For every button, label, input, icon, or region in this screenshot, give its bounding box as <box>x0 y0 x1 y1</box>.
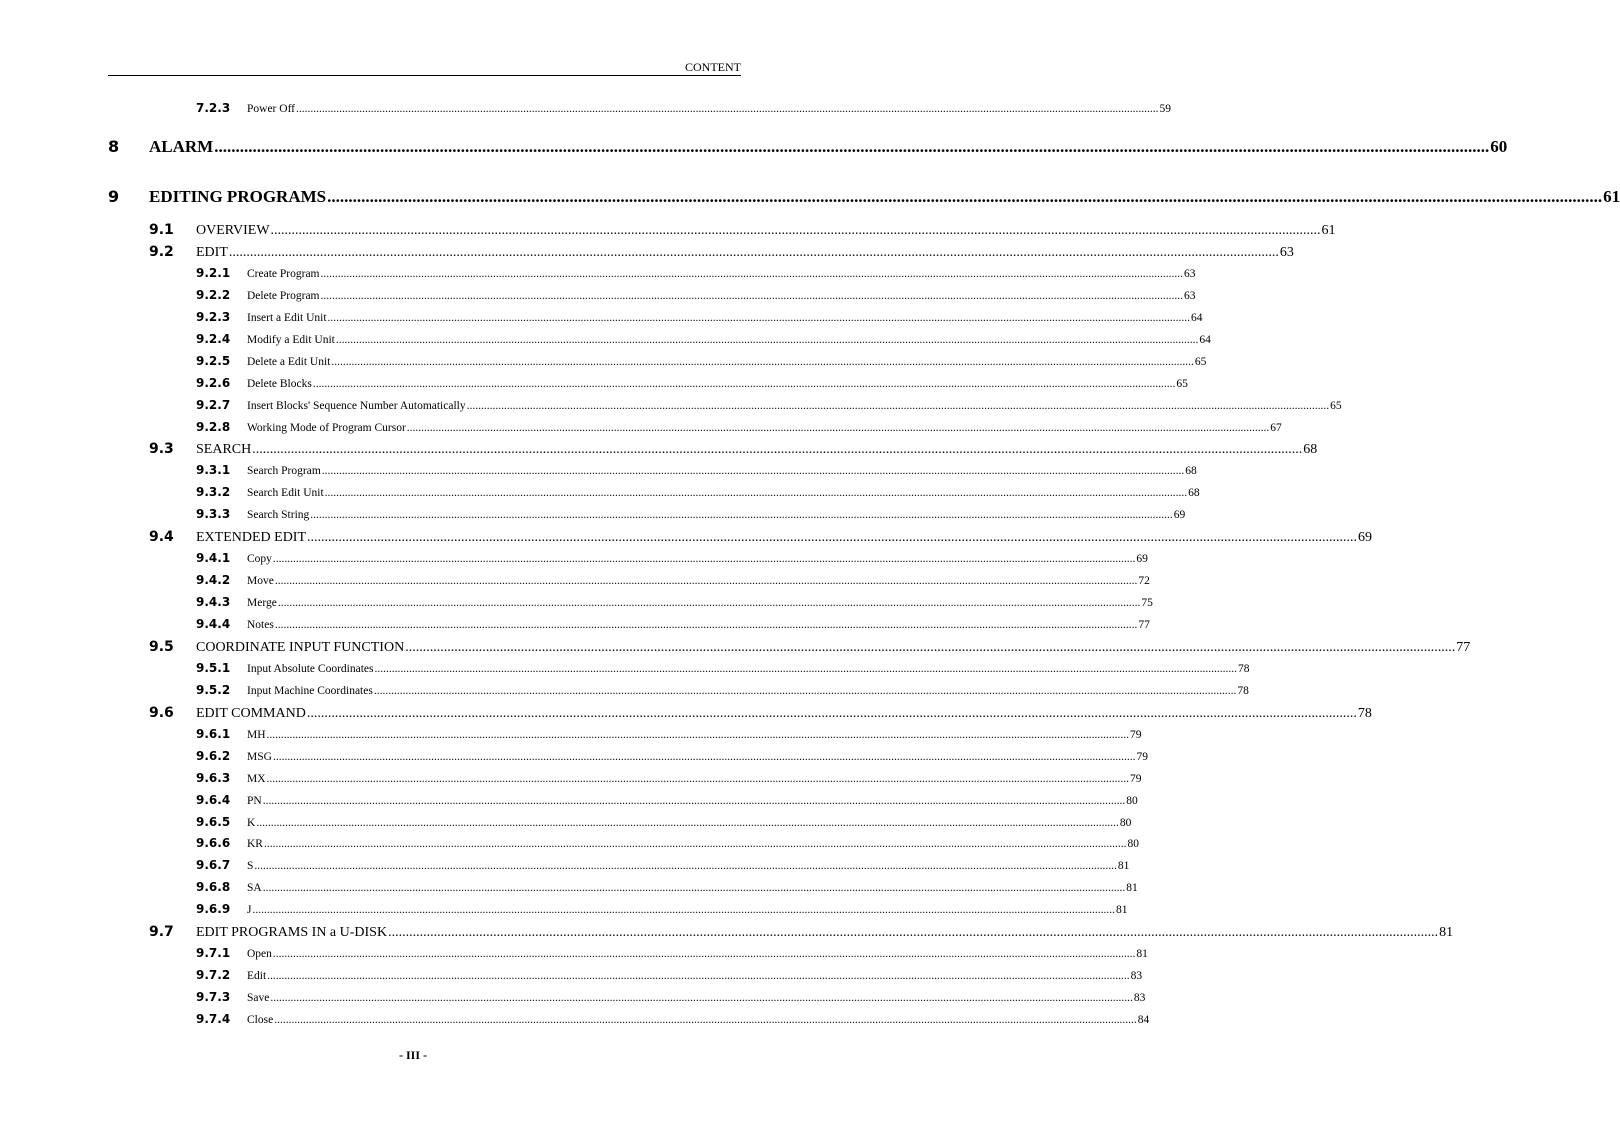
toc-number: 9.6.2 <box>196 749 231 763</box>
toc-title: MSG <box>247 751 272 763</box>
toc-number: 7.2.3 <box>196 101 231 115</box>
toc-number: 9.2.7 <box>196 398 231 412</box>
toc-page: 81 <box>1115 904 1128 916</box>
toc-number: 9 <box>108 187 120 206</box>
toc-number: 9.2.8 <box>196 420 231 434</box>
toc-entry[interactable] <box>196 288 1196 306</box>
toc-title: EXTENDED EDIT <box>196 530 307 545</box>
toc-number: 9.3 <box>149 441 174 457</box>
toc-title: S <box>247 860 254 872</box>
toc-page: 81 <box>1117 860 1130 872</box>
toc-number: 9.5 <box>149 639 174 655</box>
toc-leader: ............................................................................................................................................................................................................................................................................................................ <box>312 378 1176 390</box>
toc-page: 77 <box>1456 640 1471 655</box>
toc-leader: ............................................................................................................................................................................................................................................................................................................ <box>405 640 1456 655</box>
toc-leader: ............................................................................................................................................................................................................................................................................................................ <box>320 268 1183 280</box>
toc-title: Move <box>247 575 274 587</box>
toc-entry[interactable] <box>196 990 1146 1008</box>
toc-page: 64 <box>1191 312 1203 324</box>
toc-page: 77 <box>1138 619 1150 631</box>
toc-leader: ............................................................................................................................................................................................................................................................................................................ <box>272 553 1136 565</box>
toc-leader: ............................................................................................................................................................................................................................................................................................................ <box>263 838 1127 850</box>
toc-number: 9.7.4 <box>196 1012 231 1026</box>
toc-page: 67 <box>1270 422 1282 434</box>
toc-entry[interactable] <box>149 244 1294 264</box>
toc-title: ALARM <box>149 137 214 156</box>
toc-leader: ............................................................................................................................................................................................................................................................................................................ <box>252 442 1303 457</box>
toc-number: 9.2.3 <box>196 310 231 324</box>
toc-title: EDIT <box>196 245 228 260</box>
toc-leader: ............................................................................................................................................................................................................................................................................................................ <box>262 882 1126 894</box>
toc-leader: ............................................................................................................................................................................................................................................................................................................ <box>274 575 1138 587</box>
toc-page: 64 <box>1199 334 1211 346</box>
toc-entry[interactable] <box>196 266 1196 284</box>
toc-leader: ............................................................................................................................................................................................................................................................................................................ <box>320 290 1183 302</box>
toc-entry[interactable] <box>196 749 1148 767</box>
toc-number: 9.5.2 <box>196 683 231 697</box>
toc-leader: ............................................................................................................................................................................................................................................................................................................ <box>272 948 1136 960</box>
toc-title: Merge <box>247 597 277 609</box>
toc-title: Insert Blocks' Sequence Number Automatically <box>247 400 466 412</box>
toc-page: 68 <box>1303 442 1318 457</box>
toc-leader: ............................................................................................................................................................................................................................................................................................................ <box>256 817 1119 829</box>
toc-leader: ............................................................................................................................................................................................................................................................................................................ <box>306 706 1357 721</box>
toc-leader: ............................................................................................................................................................................................................................................................................................................ <box>267 970 1130 982</box>
toc-leader: ............................................................................................................................................................................................................................................................................................................ <box>214 137 1490 156</box>
toc-title: Copy <box>247 553 272 565</box>
toc-title: EDIT COMMAND <box>196 706 306 721</box>
toc-entry[interactable] <box>196 968 1143 986</box>
toc-page: 80 <box>1127 838 1139 850</box>
toc-leader: ............................................................................................................................................................................................................................................................................................................ <box>270 992 1133 1004</box>
toc-leader: ............................................................................................................................................................................................................................................................................................................ <box>388 925 1439 940</box>
toc-entry[interactable] <box>149 924 1454 944</box>
toc-leader: ............................................................................................................................................................................................................................................................................................................ <box>262 795 1126 807</box>
toc-entry[interactable] <box>196 376 1188 394</box>
toc-leader: ............................................................................................................................................................................................................................................................................................................ <box>254 860 1117 872</box>
toc-title: Insert a Edit Unit <box>247 312 327 324</box>
toc-title: Search Edit Unit <box>247 487 324 499</box>
toc-entry[interactable] <box>196 880 1138 898</box>
toc-entry[interactable] <box>196 683 1249 701</box>
toc-entry[interactable] <box>149 639 1471 659</box>
toc-number: 9.6.9 <box>196 902 231 916</box>
toc-leader: ............................................................................................................................................................................................................................................................................................................ <box>252 904 1115 916</box>
toc-page: 84 <box>1137 1014 1150 1026</box>
toc-title: Close <box>247 1014 274 1026</box>
toc-title: Save <box>247 992 270 1004</box>
page-footer <box>0 1048 826 1063</box>
toc-number: 9.4.4 <box>196 617 231 631</box>
toc-page: 68 <box>1185 465 1197 477</box>
toc-title: Modify a Edit Unit <box>247 334 335 346</box>
toc-title: OVERVIEW <box>196 223 270 238</box>
toc-page: 72 <box>1138 575 1150 587</box>
toc-title: Input Machine Coordinates <box>247 685 373 697</box>
toc-page: 79 <box>1136 751 1148 763</box>
toc-page: 78 <box>1238 663 1250 675</box>
toc-title: K <box>247 817 256 829</box>
toc-entry[interactable] <box>196 902 1128 920</box>
toc-title: Open <box>247 948 272 960</box>
toc-leader: ............................................................................................................................................................................................................................................................................................................ <box>327 312 1191 324</box>
toc-leader: ............................................................................................................................................................................................................................................................................................................ <box>324 487 1188 499</box>
toc-page: 65 <box>1176 378 1188 390</box>
toc-number: 8 <box>108 137 120 156</box>
toc-number: 9.3.2 <box>196 485 231 499</box>
toc-leader: ............................................................................................................................................................................................................................................................................................................ <box>406 422 1270 434</box>
toc-number: 9.2.1 <box>196 266 231 280</box>
header-title: CONTENT <box>685 60 741 74</box>
toc-number: 9.4.3 <box>196 595 231 609</box>
toc-leader: ............................................................................................................................................................................................................................................................................................................ <box>310 509 1173 521</box>
toc-leader: ............................................................................................................................................................................................................................................................................................................ <box>466 400 1330 412</box>
toc-page: 83 <box>1130 970 1143 982</box>
toc-number: 9.2.2 <box>196 288 231 302</box>
toc-title: EDIT PROGRAMS IN a U-DISK <box>196 925 388 940</box>
toc-entry[interactable] <box>196 573 1150 591</box>
page-header <box>108 60 741 76</box>
toc-entry[interactable] <box>196 1012 1150 1030</box>
toc-leader: ............................................................................................................................................................................................................................................................................................................ <box>274 1014 1137 1026</box>
toc-page: 80 <box>1126 795 1138 807</box>
toc-page: 63 <box>1184 290 1196 302</box>
toc-number: 9.3.3 <box>196 507 231 521</box>
toc-title: Working Mode of Program Cursor <box>247 422 406 434</box>
toc-page: 81 <box>1136 948 1148 960</box>
toc-title: SEARCH <box>196 442 252 457</box>
toc-leader: ............................................................................................................................................................................................................................................................................................................ <box>272 751 1136 763</box>
toc-title: Edit <box>247 970 267 982</box>
toc-number: 9.6.4 <box>196 793 231 807</box>
toc-leader: ............................................................................................................................................................................................................................................................................................................ <box>331 356 1194 368</box>
toc-page: 81 <box>1126 882 1138 894</box>
toc-entry[interactable] <box>196 946 1148 964</box>
toc-number: 9.1 <box>149 222 174 238</box>
toc-entry[interactable] <box>196 771 1142 789</box>
toc-page: 69 <box>1358 530 1373 545</box>
toc-entry[interactable] <box>196 398 1342 416</box>
toc-page: 69 <box>1173 509 1186 521</box>
toc-page: 78 <box>1357 706 1372 721</box>
toc-title: Search Program <box>247 465 321 477</box>
page-number: - III - <box>398 1048 427 1062</box>
toc-leader: ............................................................................................................................................................................................................................................................................................................ <box>327 187 1603 206</box>
toc-page: 79 <box>1130 773 1142 785</box>
toc-number: 9.4.1 <box>196 551 231 565</box>
toc-leader: ............................................................................................................................................................................................................................................................................................................ <box>270 223 1321 238</box>
toc-page: 68 <box>1188 487 1200 499</box>
toc-entry[interactable] <box>196 507 1186 525</box>
toc-title: Delete Blocks <box>247 378 312 390</box>
toc-title: MX <box>247 773 266 785</box>
toc-leader: ............................................................................................................................................................................................................................................................................................................ <box>373 685 1237 697</box>
toc-entry[interactable] <box>196 420 1282 438</box>
toc-number: 9.6.5 <box>196 815 231 829</box>
toc-leader: ............................................................................................................................................................................................................................................................................................................ <box>274 619 1138 631</box>
toc-page: 69 <box>1136 553 1148 565</box>
toc-leader: ............................................................................................................................................................................................................................................................................................................ <box>277 597 1141 609</box>
toc-entry[interactable] <box>196 595 1153 613</box>
toc-number: 9.6.3 <box>196 771 231 785</box>
toc-title: J <box>247 904 252 916</box>
toc-entry[interactable] <box>196 858 1130 876</box>
toc-number: 9.6.8 <box>196 880 231 894</box>
toc-entry[interactable] <box>196 332 1211 350</box>
toc-page: 78 <box>1237 685 1249 697</box>
toc-entry[interactable] <box>196 836 1139 854</box>
toc-page: 63 <box>1184 268 1196 280</box>
toc-title: Create Program <box>247 268 320 280</box>
toc-page: 60 <box>1490 137 1508 156</box>
toc-entry[interactable] <box>108 137 1508 161</box>
toc-number: 9.4 <box>149 529 174 545</box>
toc-leader: ............................................................................................................................................................................................................................................................................................................ <box>266 773 1130 785</box>
toc-title: Search String <box>247 509 310 521</box>
toc-number: 9.7.3 <box>196 990 231 1004</box>
toc-entry[interactable] <box>149 441 1318 461</box>
toc-page: 65 <box>1194 356 1207 368</box>
toc-page: 61 <box>1321 223 1336 238</box>
toc-entry[interactable] <box>196 463 1197 481</box>
toc-entry[interactable] <box>196 310 1203 328</box>
toc-leader: ............................................................................................................................................................................................................................................................................................................ <box>335 334 1199 346</box>
toc-number: 9.2.5 <box>196 354 231 368</box>
toc-number: 9.7.1 <box>196 946 231 960</box>
toc-page: 59 <box>1159 103 1172 115</box>
toc-number: 9.6 <box>149 705 174 721</box>
toc-page: 80 <box>1119 817 1132 829</box>
toc-entry[interactable] <box>196 485 1200 503</box>
toc-number: 9.5.1 <box>196 661 231 675</box>
toc-title: Notes <box>247 619 274 631</box>
toc-entry[interactable] <box>149 705 1372 725</box>
toc-entry[interactable] <box>196 551 1148 569</box>
toc-leader: ............................................................................................................................................................................................................................................................................................................ <box>266 729 1130 741</box>
toc-entry[interactable] <box>149 222 1336 242</box>
toc-number: 9.4.2 <box>196 573 231 587</box>
toc-number: 9.7.2 <box>196 968 231 982</box>
toc-title: Input Absolute Coordinates <box>247 663 374 675</box>
toc-title: Delete Program <box>247 290 320 302</box>
toc-page: 63 <box>1279 245 1294 260</box>
toc-leader: ............................................................................................................................................................................................................................................................................................................ <box>374 663 1237 675</box>
toc-entry[interactable] <box>196 354 1207 372</box>
toc-number: 9.7 <box>149 924 174 940</box>
toc-number: 9.3.1 <box>196 463 231 477</box>
toc-title: MH <box>247 729 266 741</box>
toc-page: 75 <box>1141 597 1153 609</box>
toc-number: 9.6.6 <box>196 836 231 850</box>
toc-entry[interactable] <box>196 101 1172 119</box>
toc-title: COORDINATE INPUT FUNCTION <box>196 640 405 655</box>
toc-title: Power Off <box>247 103 296 115</box>
toc-page: 81 <box>1439 925 1454 940</box>
toc-page: 65 <box>1330 400 1342 412</box>
toc-leader: ............................................................................................................................................................................................................................................................................................................ <box>228 245 1279 260</box>
toc-title: Delete a Edit Unit <box>247 356 331 368</box>
toc-title: PN <box>247 795 262 807</box>
toc-entry[interactable] <box>196 793 1138 811</box>
toc-number: 9.6.1 <box>196 727 231 741</box>
toc-leader: ............................................................................................................................................................................................................................................................................................................ <box>296 103 1159 115</box>
toc-entry[interactable] <box>108 187 1620 211</box>
toc-number: 9.2.6 <box>196 376 231 390</box>
toc-title: KR <box>247 838 263 850</box>
toc-title: SA <box>247 882 262 894</box>
toc-entry[interactable] <box>196 727 1142 745</box>
toc-number: 9.2.4 <box>196 332 231 346</box>
toc-leader: ............................................................................................................................................................................................................................................................................................................ <box>321 465 1185 477</box>
toc-number: 9.6.7 <box>196 858 231 872</box>
toc-entry[interactable] <box>196 617 1150 635</box>
toc-title: EDITING PROGRAMS <box>149 187 327 206</box>
toc-entry[interactable] <box>196 661 1250 679</box>
toc-entry[interactable] <box>196 815 1132 833</box>
toc-page: 61 <box>1603 187 1620 206</box>
toc-entry[interactable] <box>149 529 1373 549</box>
toc-leader: ............................................................................................................................................................................................................................................................................................................ <box>307 530 1358 545</box>
toc-page: 79 <box>1130 729 1142 741</box>
toc-number: 9.2 <box>149 244 174 260</box>
toc-page: 83 <box>1133 992 1146 1004</box>
